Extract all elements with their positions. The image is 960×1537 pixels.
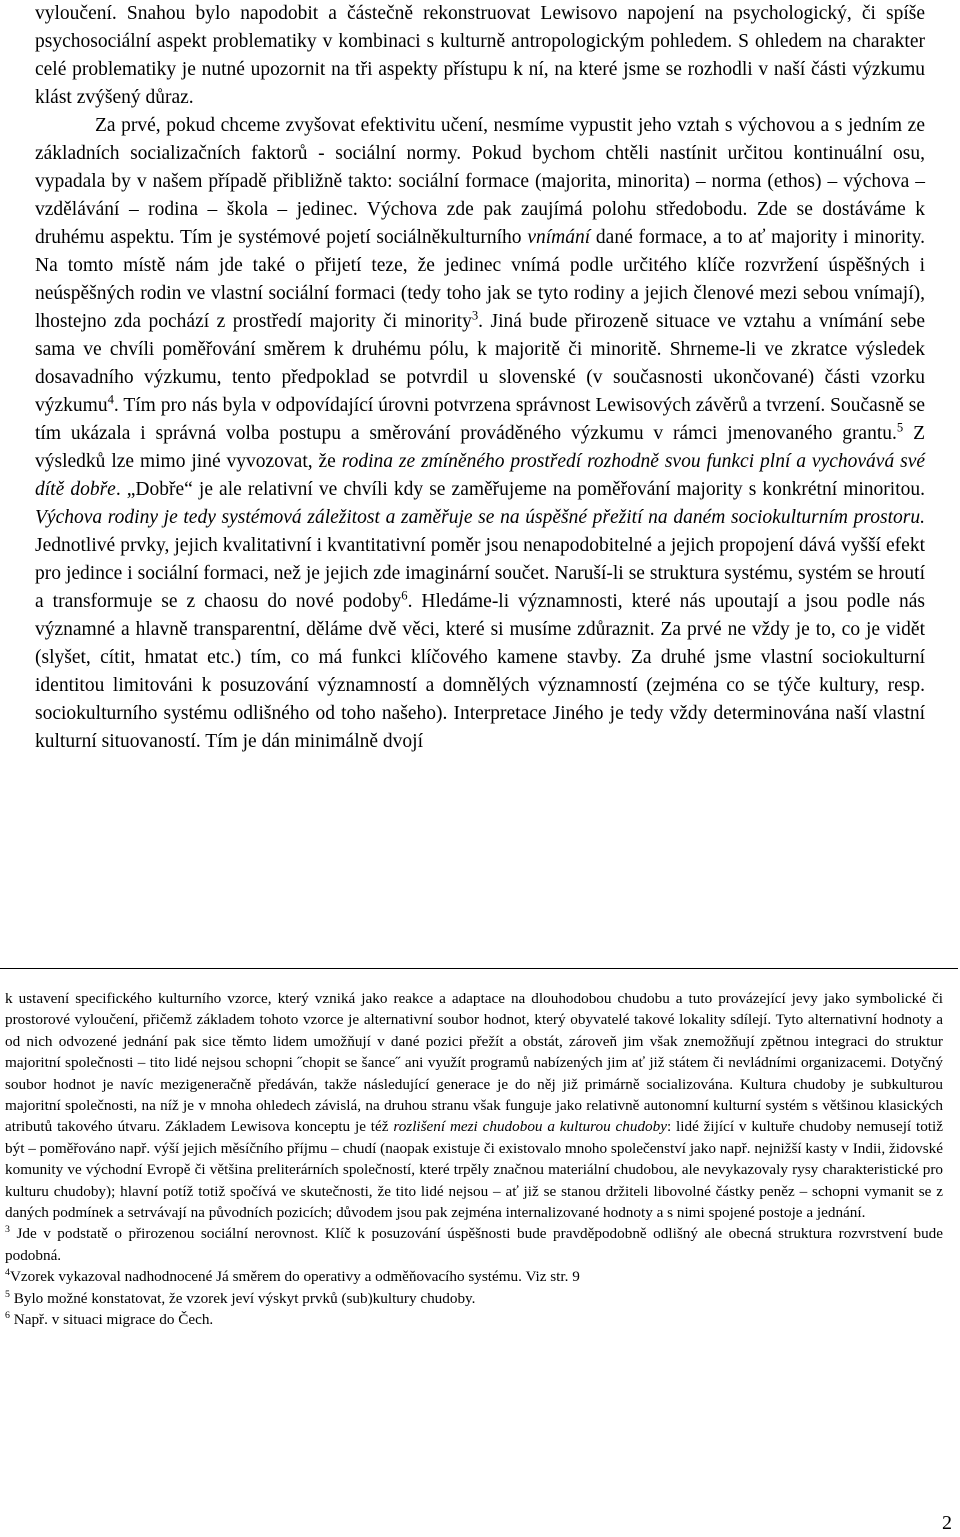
footnote-text: Např. v situaci migrace do Čech. [9, 1311, 214, 1329]
footnote-text: Vzorek vykazoval nadhodnocené Já směrem do operativy a odměňovacího systému. Viz str. 9 [9, 1268, 580, 1286]
text-run: . Hledáme-li významnosti, které nás upoutají a jsou podle nás významné a hlavně transparentní, děláme dvě věci, které si musíme zdůraznit. Za prvé ne vždy je to, co je vidět (slyšet, cítit, hmatat etc.) tím, co má funkci klíčového kamene stavby. Za druhé jsme vlastní sociokulturní identitou limitováni k posuzování významností a domnělých významností (zejména co se týče kultury, resp. sociokulturního systému odlišného od toho našeho). Interpretace Jiného je tedy vždy determinována naší vlastní kulturní situovaností. Tím je dán minimálně dvojí [35, 591, 926, 752]
footnote-number: 3 [5, 1224, 10, 1236]
text-run: dané formace, a to ať majority i minority. Na tomto místě nám jde také o přijetí teze, že jedinec vnímá podle určitého klíče rozvržení úspěšných i neúspěšných rodin ve vlastní sociální formaci (tedy toho jak se tyto rodiny a jejich členové mezi sebou vnímají), lhostejno zda pochází z prostředí majority či minority [35, 227, 926, 332]
footnote-ref-5[interactable]: 5 [896, 420, 904, 435]
footnote-5 [5, 1288, 943, 1309]
footnote-ref-6[interactable]: 6 [401, 588, 408, 603]
footnote-number: 5 [5, 1288, 10, 1300]
text-run: Z výsledků lze mimo jiné vyvozovat, že [35, 423, 925, 472]
footnote-4 [5, 1266, 943, 1287]
italic-run: vnímání [527, 227, 591, 248]
footnote-text: Bylo možné konstatovat, že vzorek jeví výskyt prvků (sub)kultury chudoby. [9, 1289, 476, 1307]
intro-text: vyloučení. Snahou bylo napodobit a částečně rekonstruovat Lewisovo napojení na psychologický, či spíše psychosociální aspekt problematiky v kombinaci s kulturně antropologickým pohledem. S ohledem na charakter celé problematiky je nutné upozornit na tři aspekty přístupu k ní, na které jsme se rozhodli v naší části výzkumu klást zvýšený důraz. [35, 3, 925, 108]
footnote-3 [5, 1223, 943, 1266]
footnote-text: Jde v podstatě o přirozenou sociální nerovnost. Klíč k posuzování úspěšnosti bude pravděpodobně odlišný ale obecná struktura rozvrstvení bude podobná. [5, 1225, 943, 1264]
footnote-number: 6 [5, 1310, 10, 1322]
body-paragraph [35, 112, 925, 756]
text-run: Jednotlivé prvky, jejich kvalitativní i kvantitativní poměr jsou nenapodobitelné a jejich propojení dává vyšší efekt pro jedince i sociální formaci, než je jejich zde imaginární součet. Naruší-li se struktura systému, systém se hroutí a transformuje se z chaosu do nové podoby [35, 535, 925, 612]
page-number: 2 [942, 1512, 952, 1534]
italic-run: rodina ze zmíněného prostředí rozhodně svou funkci plní a vychovává své dítě dobře [35, 451, 926, 500]
footnote-6 [5, 1309, 943, 1330]
text-run: : lidé žijící v kultuře chudoby nemusejí totiž být – poměřováno např. výší jejich měsíčního příjmu – chudí (naopak existuje či existovalo mnoho společenství jako např. nejnižší kasty v Indii, židovské komunity ve východní Evropě či většina preliterárních společností, které trpěly značnou materiální chudobou, ale nevykazovaly rysy charakteristické pro kulturu chudoby); hlavní potíž totiž spočívá ve skutečnosti, že tito lidé nejsou – ať již se stanou držiteli libovolné částky peněz – schopni vymanit se z daných podmínek a setrvávají na původních pozicích; důvodem jsou pak zejména internalizované hodnoty a s nimi spojené postoje a jednání. [5, 1118, 943, 1222]
main-text [35, 0, 925, 756]
text-run: Za prvé, pokud chceme zvyšovat efektivitu učení, nesmíme vypustit jeho vztah s výchovou a s jedním ze základních socializačních faktorů - sociální normy. Pokud bychom chtěli nastínit určitou kontinuální osu, vypadala by v našem případě přibližně takto: sociální formace (majorita, minorita) – norma (ethos) – výchova – vzdělávání – rodina – škola – jedinec. Výchova zde pak zaujímá polohu středobodu. Zde se dostáváme k druhému aspektu. Tím je systémové pojetí sociálněkulturního [35, 115, 925, 248]
footnote-separator [0, 968, 958, 969]
footnote-continuation [5, 988, 943, 1223]
footnote-ref-3[interactable]: 3 [471, 308, 479, 323]
footnote-ref-4[interactable]: 4 [107, 392, 114, 407]
footnote-number: 4 [5, 1267, 10, 1279]
text-run: . Jiná bude přirozeně situace ve vztahu a vnímání sebe sama ve chvíli poměřování směrem k druhému pólu, k majoritě či minoritě. Shrneme-li ve zkratce výsledek dosavadního výzkumu, tento předpoklad se potvrdil u slovenské (v současnosti ukončované) části vzorku výzkumu [35, 311, 926, 416]
italic-run: Výchova rodiny je tedy systémová záležitost a zaměřuje se na úspěšné přežití na daném sociokulturním prostoru. [35, 507, 925, 528]
italic-run: rozlišení mezi chudobou a kulturou chudoby [393, 1118, 667, 1136]
text-run: k ustavení specifického kulturního vzorce, který vzniká jako reakce a adaptace na dlouhodobou chudobu a tuto provázející jevy jako symbolické či prostorové vyloučení, přičemž základem tohoto vzorce je alternativní soubor hodnot, který obyvatelé takové lokality sdílejí. Tyto alternativní hodnoty a od nich odvozené jednání pak sice těmto lidem umožňují v dané pozici přežít a obstát, zároveň jim však znemožňují zpětnou integraci do struktur majoritní společnosti – tito lidé nejsou schopni ˝chopit se šance˝ ani využít programů nabízených jim ať již státem či nevládními organizacemi. Dotyčný soubor hodnot je navíc mezigeneračně předáván, takže následující generace je do něj již primárně socializována. Kultura chudoby je subkulturou majoritní společnosti, na níž je v mnoha ohledech závislá, na druhou stranu však funguje jako relativně autonomní kulturní systém s většinou klasických atributů takového útvaru. Základem Lewisova konceptu je též [5, 990, 943, 1136]
intro-paragraph [35, 0, 925, 112]
text-run: . Tím pro nás byla v odpovídající úrovni potvrzena správnost Lewisových závěrů a tvrzení. Současně se tím ukázala i správná volba postupu a směrování prováděného výzkumu v rámci jmenovaného grantu. [35, 395, 925, 444]
text-run: . „Dobře“ je ale relativní ve chvíli kdy se zaměřujeme na poměřování majority s konkrétní minoritou. [115, 479, 926, 500]
footnotes [5, 988, 943, 1331]
